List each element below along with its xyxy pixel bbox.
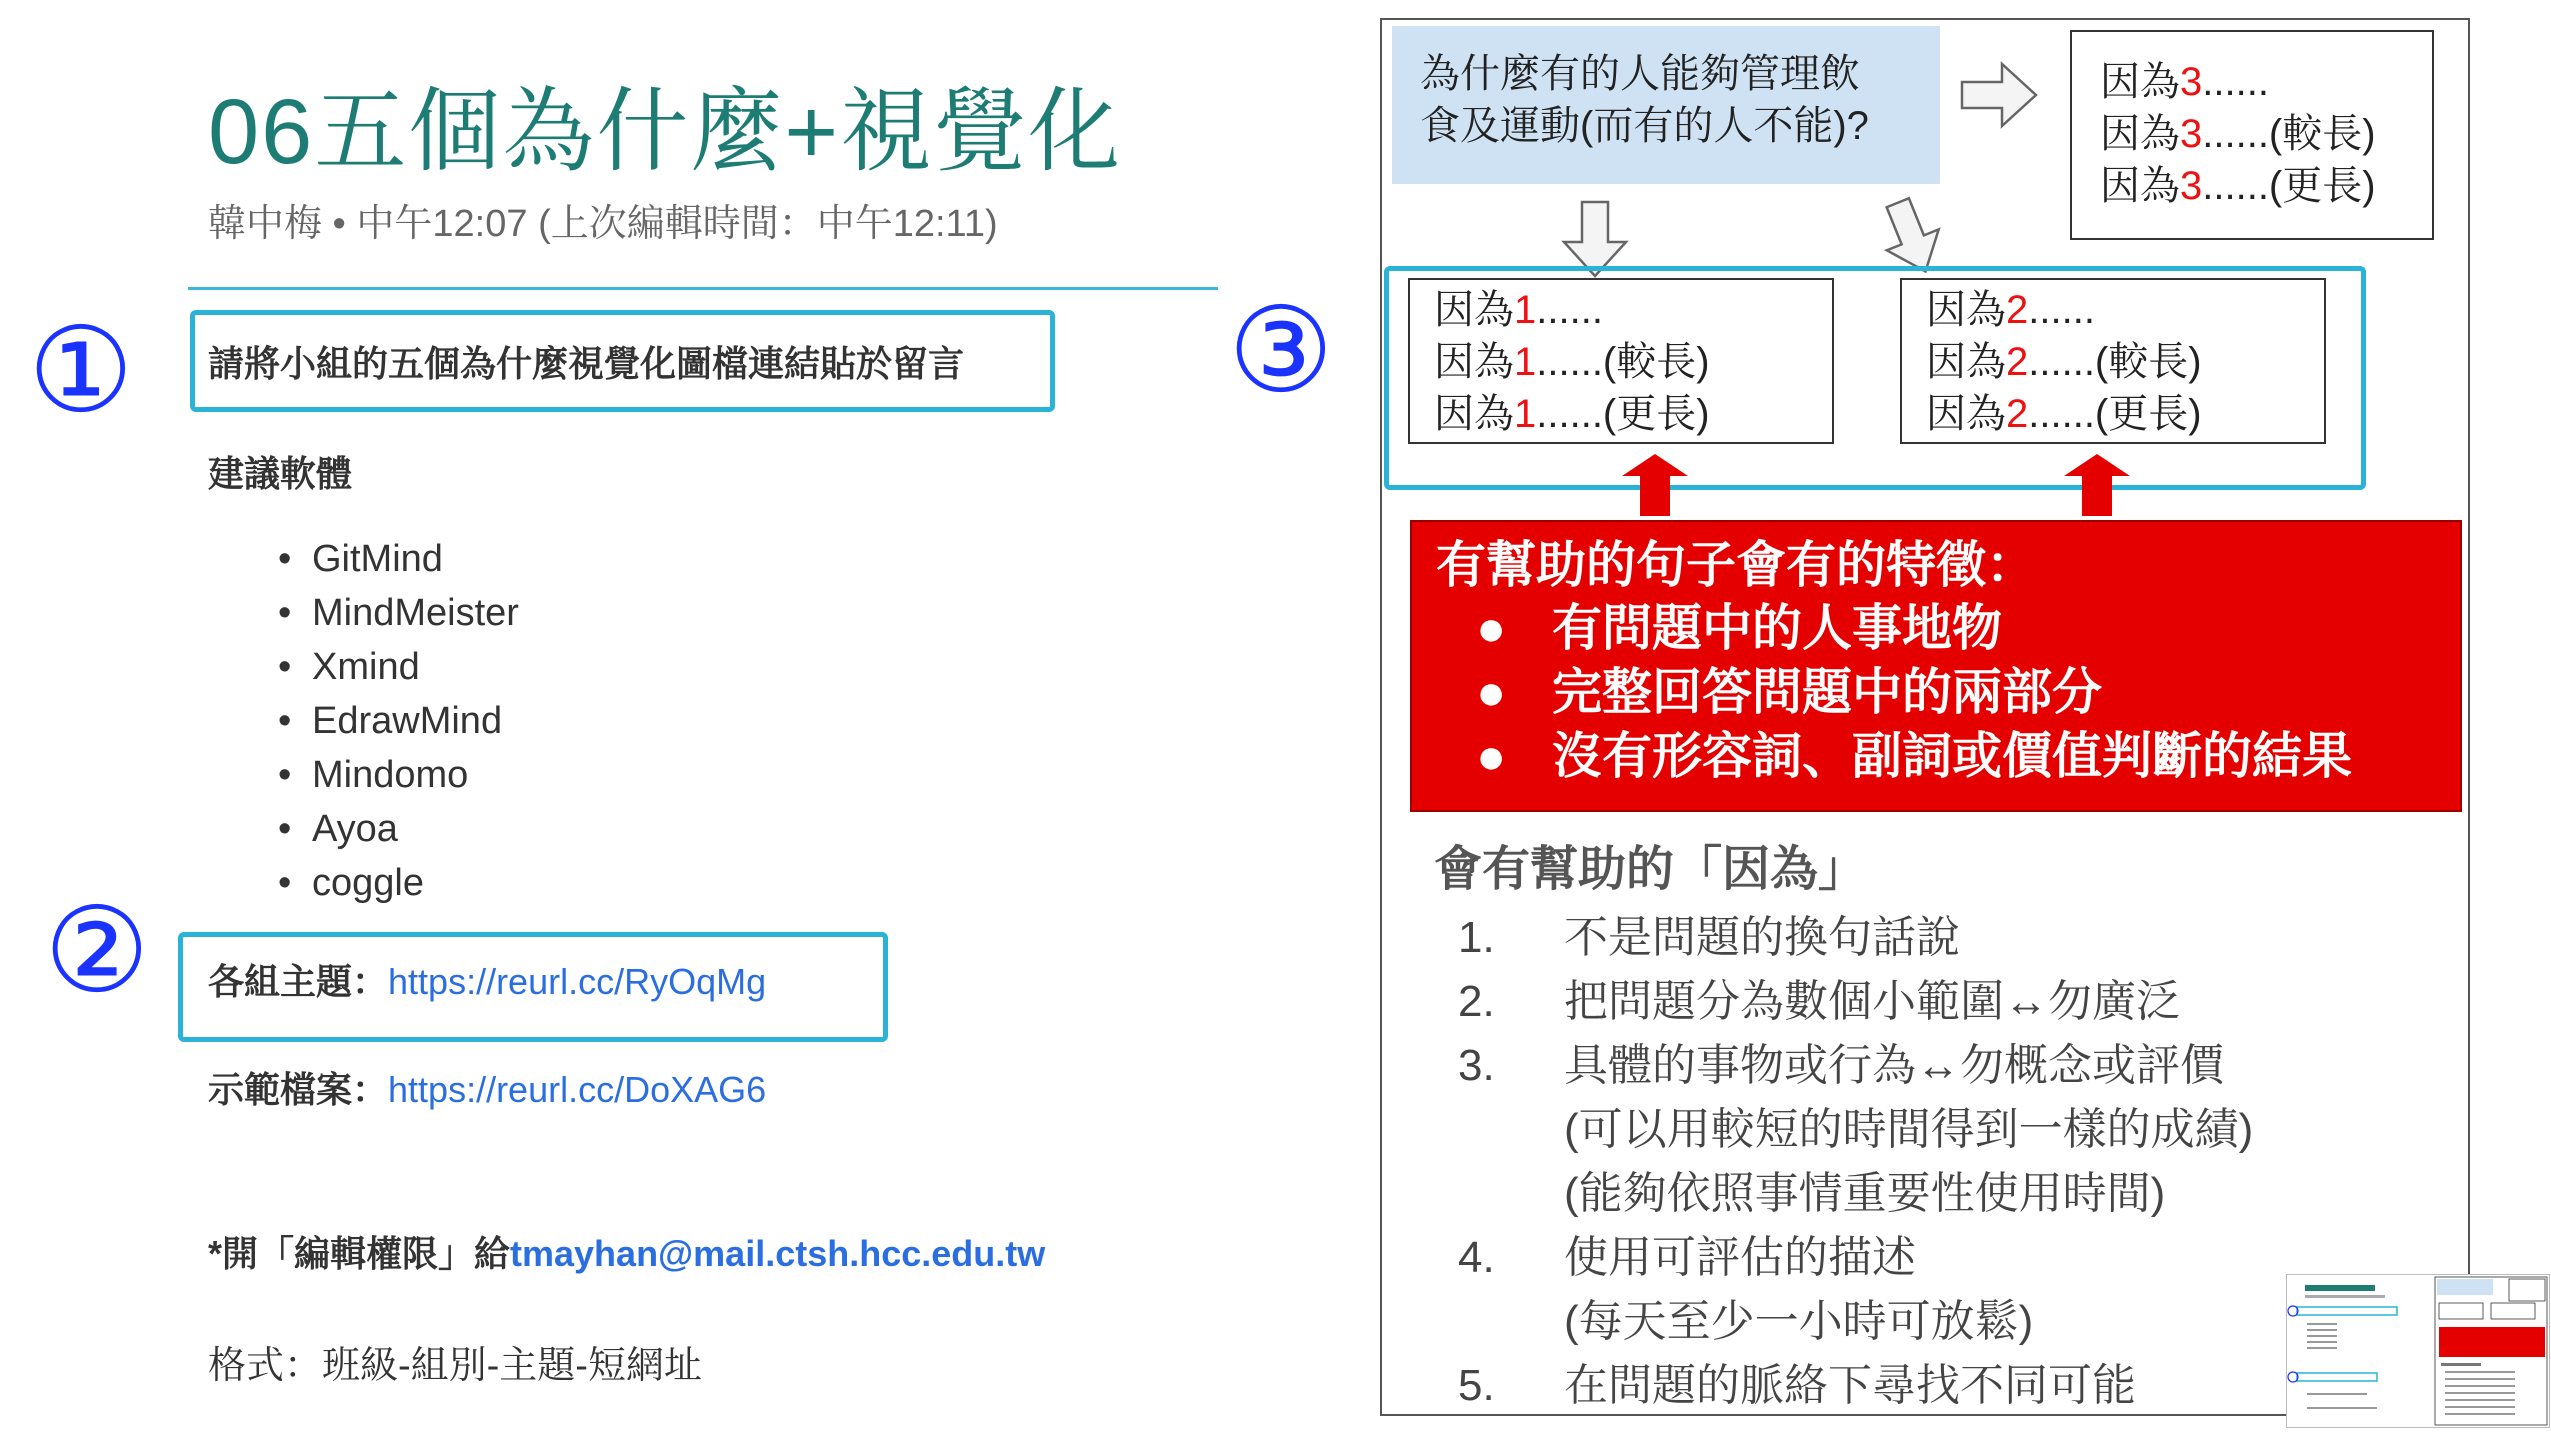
topics-link[interactable]: https://reurl.cc/RyOqMg [388,961,767,1002]
help-item: (能夠依照事情重要性使用時間) [1564,1169,2166,1218]
help-item: 3. 具體的事物或行為↔勿概念或評價 [1458,1041,2224,1090]
permission-line [208,1226,1045,1277]
list-item: • MindMeister [282,586,519,640]
arrow-up-red-icon [1622,454,1688,516]
features-item: ● 有問題中的人事地物 [1476,600,2002,656]
sample-line [208,1062,766,1113]
features-item: ● 沒有形容詞、副詞或價值判斷的結果 [1476,728,2352,784]
list-item: • Ayoa [282,802,519,856]
sample-link[interactable]: https://reurl.cc/DoXAG6 [388,1069,767,1110]
help-item: 2. 把問題分為數個小範圍↔勿廣泛 [1458,977,2180,1026]
help-item: (可以用較短的時間得到一樣的成績) [1564,1105,2254,1154]
marker-1: ① [28,305,134,437]
list-item: • EdrawMind [282,694,519,748]
reason-box-2 [1900,278,2326,444]
question-line: 食及運動(而有的人不能)? [1420,104,1869,148]
arrow-right-icon [1960,60,2040,130]
help-item: 1. 不是問題的換句話說 [1458,913,1960,962]
list-item: • Mindomo [282,748,519,802]
permission-prefix: *開「編輯權限」給 [208,1233,511,1274]
list-item: • coggle [282,856,519,910]
list-item: • Xmind [282,640,519,694]
topics-line [208,954,766,1005]
reason-line: 因為2......(更長) [1926,392,2202,436]
reason-line: 因為1......(較長) [1434,340,1710,384]
slide-thumbnail[interactable] [2286,1274,2550,1428]
reason-line: 因為2......(較長) [1926,340,2202,384]
help-title: 會有幫助的「因為」 [1434,843,1867,896]
question-line: 為什麼有的人能夠管理飲 [1420,52,1860,96]
help-item: (每天至少一小時可放鬆) [1564,1297,2034,1346]
features-title: 有幫助的句子會有的特徵： [1436,537,2036,593]
help-item: 4. 使用可評估的描述 [1458,1233,1916,1282]
thumbnail-preview-icon [2287,1275,2549,1427]
features-panel [1410,520,2462,812]
arrow-up-red-icon [2064,454,2130,516]
marker-2: ② [44,885,150,1017]
features-item: ● 完整回答問題中的兩部分 [1476,664,2102,720]
reason-line: 因為1...... [1434,288,1603,332]
instruction-text: 請將小組的五個為什麼視覺化圖檔連結貼於留言 [208,343,965,384]
software-list [282,532,519,910]
help-item: 5. 在問題的脈絡下尋找不同可能 [1458,1361,2136,1410]
topics-label: 各組主題： [208,961,389,1002]
permission-email[interactable]: tmayhan@mail.ctsh.hcc.edu.tw [510,1233,1046,1274]
divider [188,287,1218,290]
reason-line: 因為2...... [1926,288,2095,332]
reason-line: 因為1......(更長) [1434,392,1710,436]
page-title: 06五個為什麼+視覺化 [208,81,1123,183]
sample-label: 示範檔案： [208,1069,389,1110]
reason-line: 因為3...... [2100,60,2269,104]
post-meta: 韓中梅 • 中午12:07 (上次編輯時間：中午12:11) [208,203,998,245]
reason-line: 因為3......(較長) [2100,112,2376,156]
reason-box-1 [1408,278,1834,444]
list-item: • GitMind [282,532,519,586]
software-heading: 建議軟體 [208,453,353,494]
reason-box-3 [2070,30,2434,240]
question-box [1392,26,1940,184]
marker-3: ③ [1228,285,1334,417]
reason-line: 因為3......(更長) [2100,164,2376,208]
format-text: 格式：班級-組別-主題-短網址 [208,1345,702,1387]
help-list [1458,906,2253,1418]
